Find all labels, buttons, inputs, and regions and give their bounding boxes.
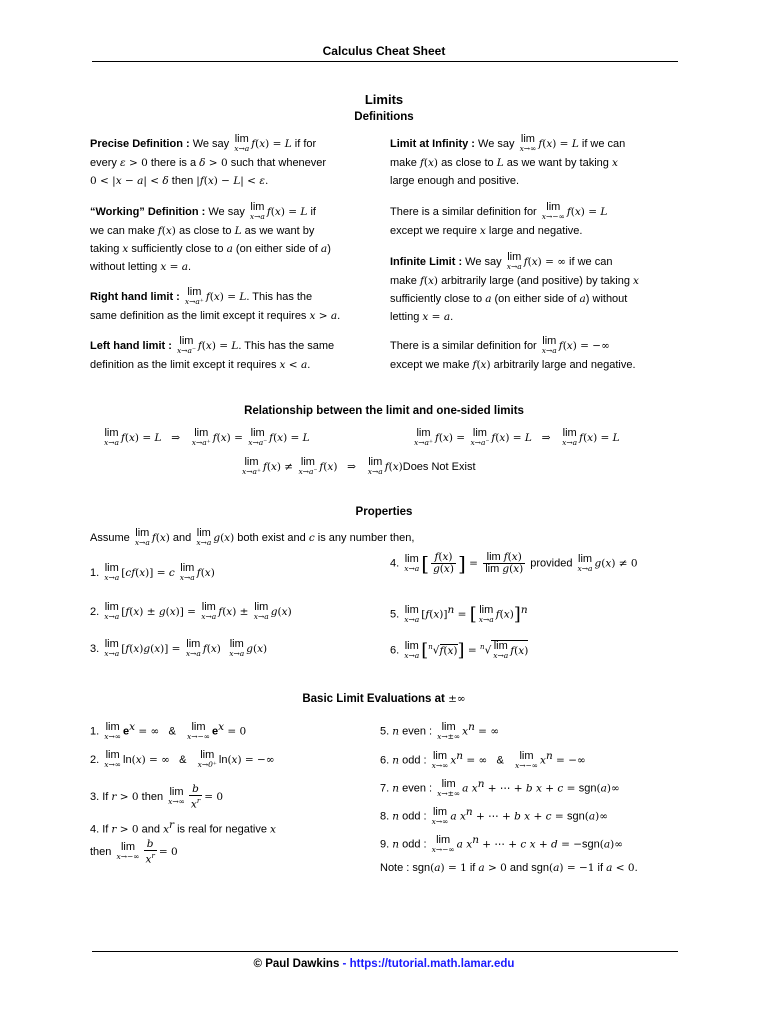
similar-definition-neg-infinite: There is a similar definition for lim x→a f(x) = −∞ except we make f(x) arbitrarily large and negative. <box>390 335 636 371</box>
page-header-title: Calculus Cheat Sheet <box>322 44 446 58</box>
section-title-limits: Limits <box>364 92 404 107</box>
basic-limit-5: 5. n even : lim x→±∞ $x^n$ = ∞ <box>380 720 500 741</box>
footer-separator: - <box>342 958 347 970</box>
property-2: 2. lim x→a [f(x) ± g(x)] = lim x→a f(x) ± lim x→a g(x) <box>90 601 292 621</box>
footer <box>92 958 676 970</box>
properties-title: Properties <box>355 506 413 518</box>
property-1: 1. lim x→a [cf(x)] = c lim x→a f(x) <box>90 562 215 582</box>
left-hand-limit: Left hand limit : lim x→a⁻ f(x) = L. This has the same definition as the limit except it requires x < a. <box>90 335 335 371</box>
relationship-formula-3: lim x→a⁺ f(x) ≠ lim x→a⁻ f(x) ⇒ lim x→a f(x)Does Not Exist <box>242 456 476 476</box>
property-4: 4. lim x→a [ $\frac{f(x)}{g(x)}$ ] = $\frac{\text{lim f(x)}}{\text{lim g(x)}}$ provided lim x→a g(x) ≠ 0 <box>390 551 638 576</box>
relationship-formula-2: lim x→a⁺ f(x) = lim x→a⁻ f(x) = L ⇒ lim x→a f(x) = L <box>414 427 620 447</box>
properties-assumption: Assume lim x→a f(x) and lim x→a g(x) both exist and c is any number then, <box>90 527 415 547</box>
precise-definition: Precise Definition : We say lim x→a f(x) = L if for every ε > 0 there is a δ > 0 such that whenever 0 < |x − a| < δ then |f(x) − L| < ε. <box>90 133 327 187</box>
footer-rule <box>92 951 678 952</box>
basic-limit-6: 6. n odd : lim x→∞ $x^n$ = ∞ & lim x→−∞ $x^n$ = −∞ <box>380 749 586 770</box>
relationship-title: Relationship between the limit and one-sided limits <box>244 405 524 417</box>
basic-limit-4: 4. If r > 0 and $x^r$ is real for negative x then lim x→−∞ $\frac{b}{x^r}$ = 0 <box>90 819 276 866</box>
relationship-formula-1: lim x→a f(x) = L ⇒ lim x→a⁺ f(x) = lim x→a⁻ f(x) = L <box>104 427 310 447</box>
property-6: 6. lim x→a [$^n$√f(x)] = $^n$√ lim x→a f(x) <box>390 639 529 661</box>
working-definition: “Working” Definition : We say lim x→a f(x) = L if we can make f(x) as close to L as we want by taking x sufficiently close to a (on either side of a) without letting x = a. <box>90 201 331 273</box>
basic-limit-9: 9. n odd : lim x→−∞ a $x^n$ + ⋯ + c x + d = −sgn(a)∞ <box>380 833 624 854</box>
property-5: 5. lim x→a $[f(x)]^n$ = [ lim x→a f(x)]$^n$ <box>390 603 528 625</box>
basic-limit-7: 7. n even : lim x→±∞ a $x^n$ + ⋯ + b x + c = sgn(a)∞ <box>380 777 620 798</box>
basic-limit-2: 2. lim x→∞ ln(x) = ∞ & lim x→0⁺ ln(x) = −∞ <box>90 749 275 769</box>
header-rule <box>92 61 678 62</box>
basic-limit-3: 3. If r > 0 then lim x→∞ $\frac{b}{x^r}$ = 0 <box>90 783 224 811</box>
similar-definition-neg-infinity: There is a similar definition for lim x→−∞ f(x) = L except we require x large and negative. <box>390 201 608 237</box>
basic-limits-title: Basic Limit Evaluations at ±∞ <box>302 693 466 705</box>
basic-limit-8: 8. n odd : lim x→∞ a $x^n$ + ⋯ + b x + c = sgn(a)∞ <box>380 805 608 826</box>
limit-at-infinity: Limit at Infinity : We say lim x→∞ f(x) = L if we can make f(x) as close to L as we want by taking x large enough and positive. <box>390 133 626 187</box>
sgn-note: Note : sgn(a) = 1 if a > 0 and sgn(a) = −1 if a < 0. <box>380 862 638 874</box>
property-3: 3. lim x→a [f(x)g(x)] = lim x→a f(x) lim x→a g(x) <box>90 638 268 658</box>
footer-url-link[interactable]: https://tutorial.math.lamar.edu <box>349 958 515 970</box>
footer-author: © Paul Dawkins <box>253 958 340 970</box>
infinite-limit: Infinite Limit : We say lim x→a f(x) = ∞ if we can make f(x) arbitrarily large (and positive) by taking x sufficiently close to a (on either side of a) without letting x = a. <box>390 251 639 323</box>
right-hand-limit: Right hand limit : lim x→a⁺ f(x) = L. This has the same definition as the limit except it requires x > a. <box>90 286 341 322</box>
basic-limit-1: 1. lim x→∞ $e^x$ = ∞ & lim x→−∞ $e^x = 0$ <box>90 720 247 741</box>
section-subtitle-definitions: Definitions <box>354 111 414 123</box>
